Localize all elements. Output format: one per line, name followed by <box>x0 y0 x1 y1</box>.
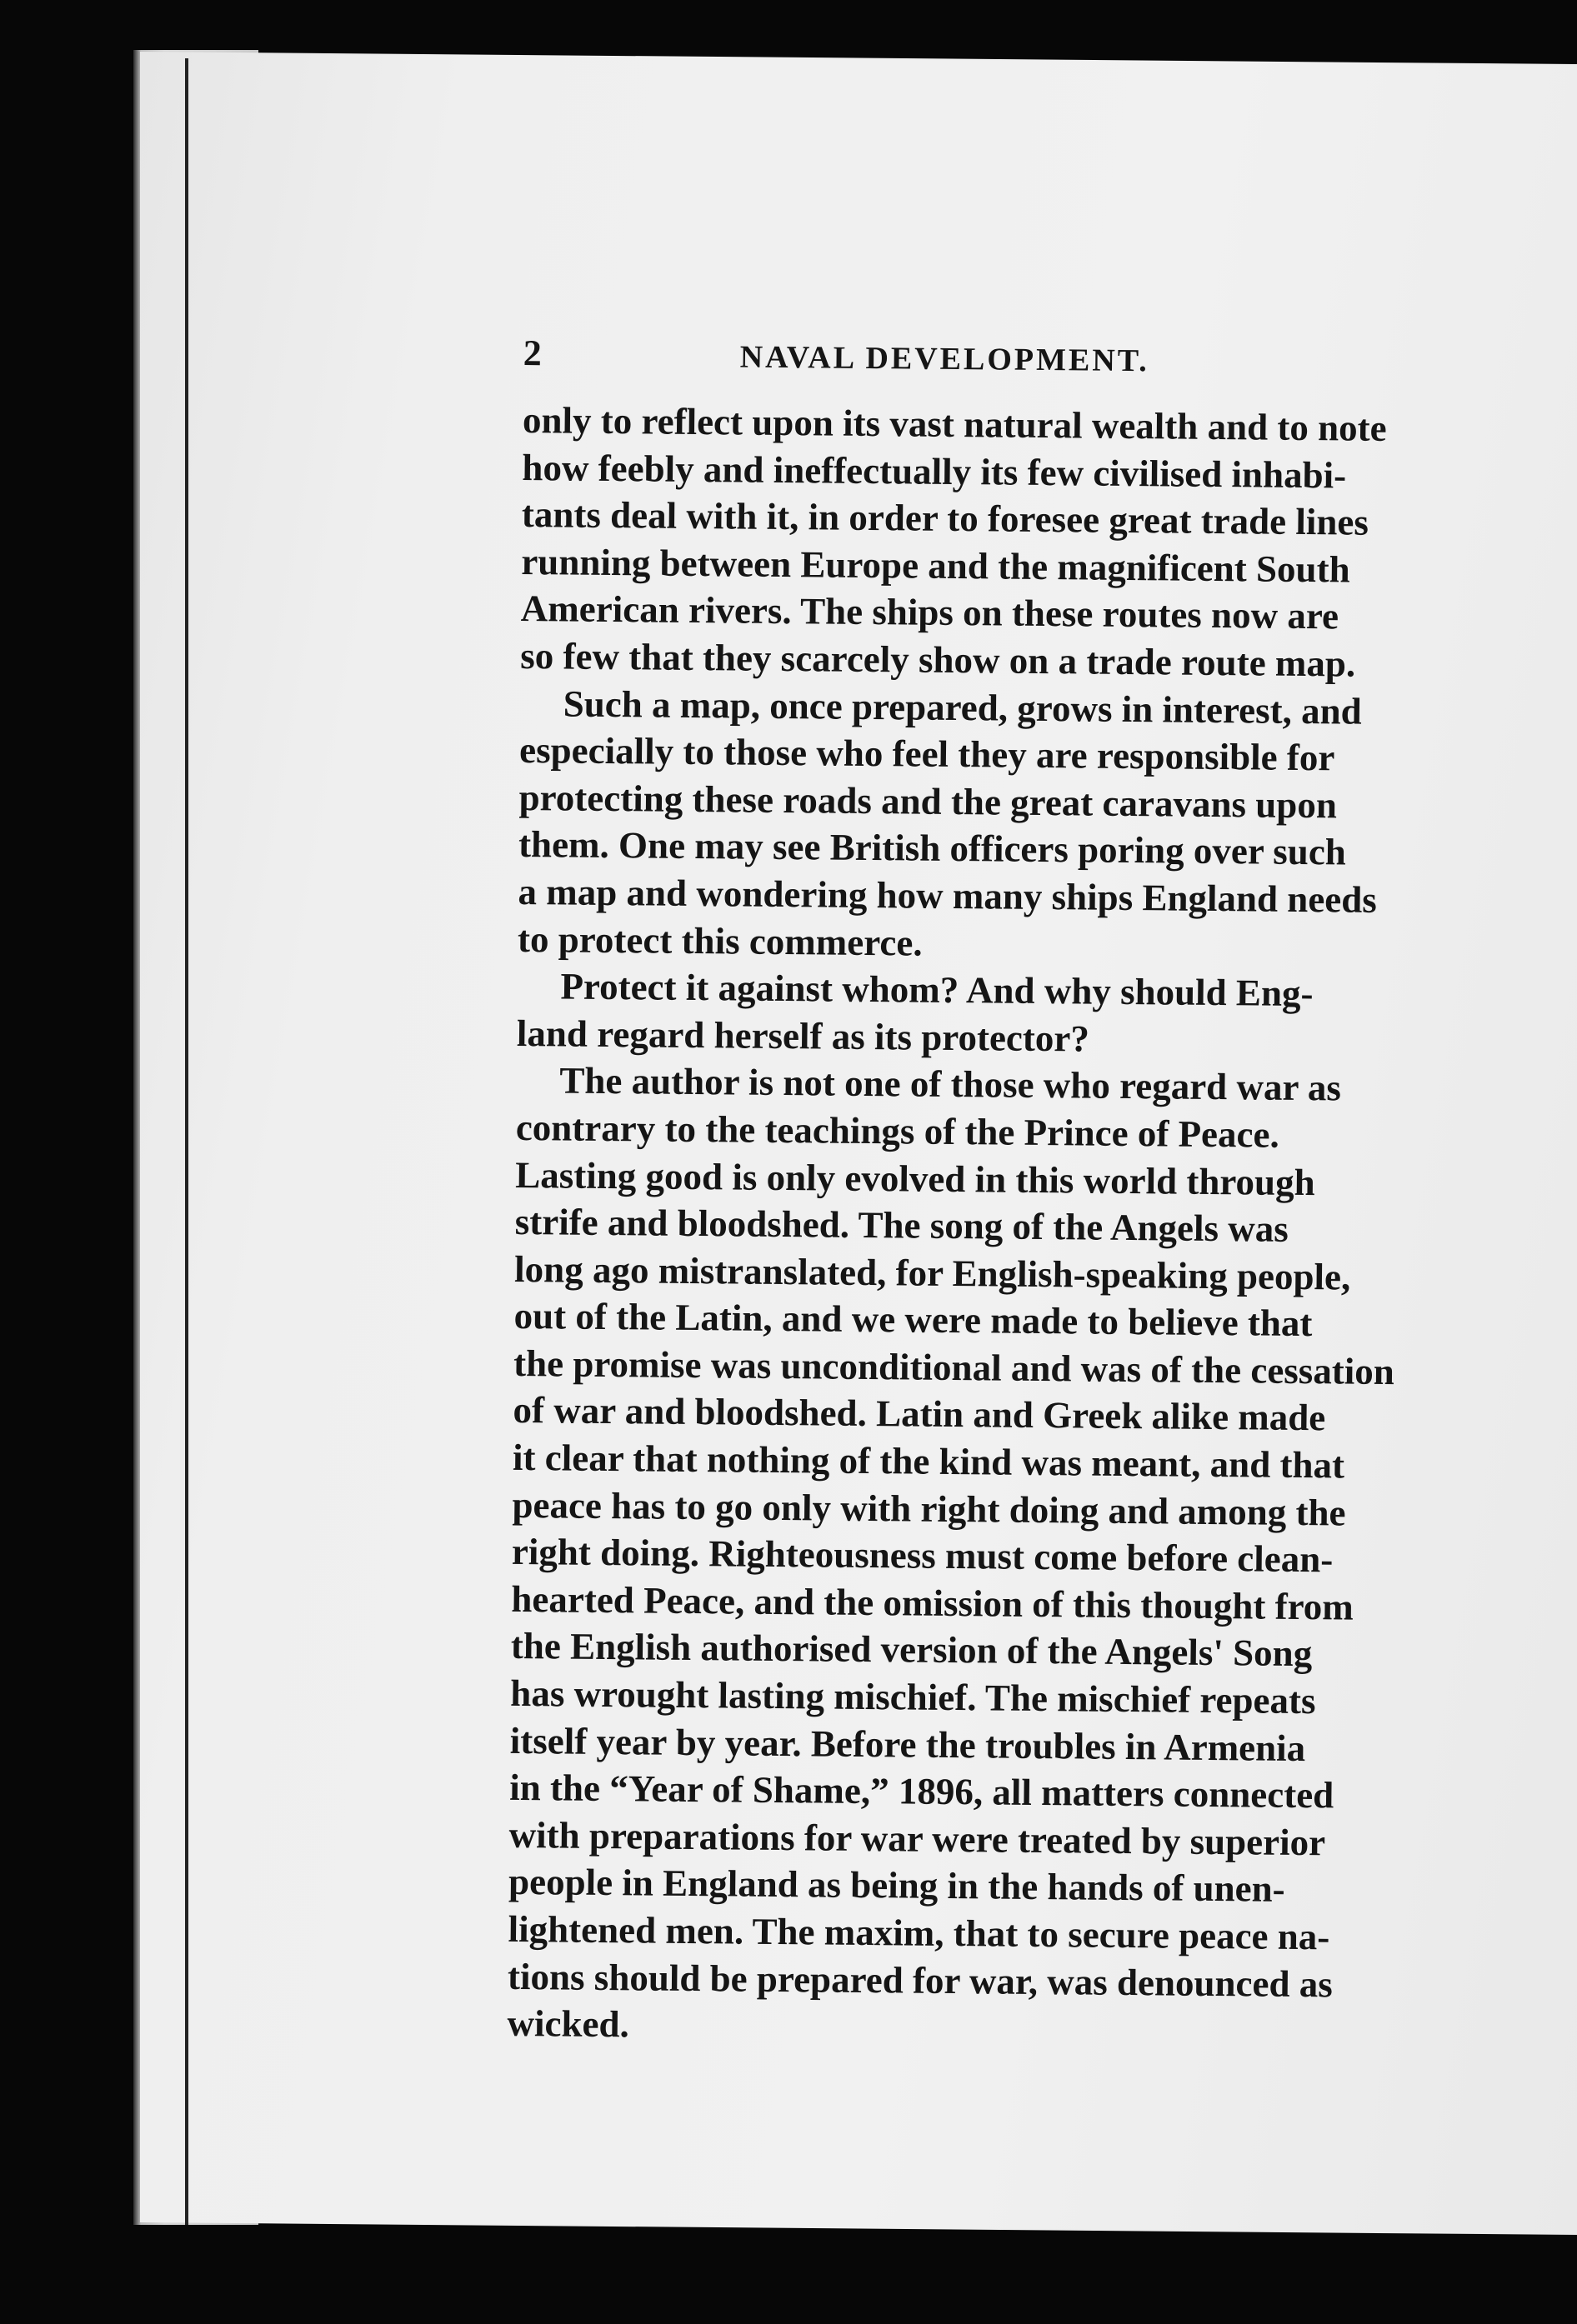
page-number: 2 <box>523 332 544 374</box>
text-line: right doing. Righteousness must come before clean- <box>511 1531 1334 1581</box>
text-line: lightened men. The maxim, that to secure peace na- <box>508 1907 1330 1958</box>
paragraph-1 <box>520 397 1433 688</box>
text-line: The author is not one of those who regard war as <box>559 1059 1342 1109</box>
text-line: of war and bloodshed. Latin and Greek alike made <box>513 1389 1326 1439</box>
text-line: people in England as being in the hands of unen- <box>508 1861 1285 1911</box>
text-line: has wrought lasting mischief. The mischief repeats <box>510 1672 1316 1722</box>
text-line: strife and bloodshed. The song of the Angels was <box>514 1201 1289 1250</box>
page-text-block <box>507 332 1434 2056</box>
paragraph-2 <box>518 680 1430 972</box>
text-line: tions should be prepared for war, was denounced as <box>507 1955 1334 2006</box>
paragraph-4 <box>507 1057 1426 2056</box>
text-line: protecting these roads and the great caravans upon <box>518 776 1338 827</box>
text-line: peace has to go only with right doing and among the <box>512 1483 1346 1534</box>
running-title: NAVAL DEVELOPMENT. <box>739 339 1149 379</box>
text-line: tants deal with it, in order to foresee great trade lines <box>521 493 1369 543</box>
text-line: contrary to the teachings of the Prince of Peace. <box>515 1106 1279 1156</box>
text-line: hearted Peace, and the omission of this thought from <box>511 1577 1354 1628</box>
text-line: Protect it against whom? And why should Eng- <box>560 965 1314 1015</box>
text-line: a map and wondering how many ships England needs <box>518 870 1378 921</box>
text-line: so few that they scarcely show on a trade route map. <box>520 634 1356 685</box>
gutter-edge-line <box>185 58 188 2225</box>
text-line: out of the Latin, and we were made to believe that <box>513 1295 1313 1345</box>
text-line: wicked. <box>507 2002 629 2046</box>
text-line: American rivers. The ships on these routes now are <box>520 587 1339 637</box>
text-line: to protect this commerce. <box>517 917 923 964</box>
text-line: in the “Year of Shame,” 1896, all matters connected <box>508 1767 1334 1817</box>
text-line: land regard herself as its protector? <box>516 1012 1090 1060</box>
text-line: how feebly and ineffectually its few civilised inhabi- <box>522 446 1347 497</box>
text-line: Such a map, once prepared, grows in interest, and <box>563 682 1362 732</box>
text-line: itself year by year. Before the troubles in Armenia <box>509 1719 1306 1769</box>
text-line: long ago mistranslated, for English-speaking people, <box>513 1247 1351 1298</box>
page-header <box>523 332 1434 405</box>
text-line: the English authorised version of the Angels' Song <box>510 1625 1313 1675</box>
text-line: with preparations for war were treated by superior <box>508 1813 1326 1864</box>
text-line: running between Europe and the magnificent South <box>521 540 1350 591</box>
paragraph-3 <box>517 962 1428 1066</box>
text-line: only to reflect upon its vast natural wealth and to note <box>522 398 1387 449</box>
text-line: especially to those who feel they are responsible for <box>518 729 1335 779</box>
text-line: the promise was unconditional and was of the cessation <box>513 1342 1395 1392</box>
text-line: it clear that nothing of the kind was meant, and that <box>512 1437 1345 1487</box>
text-line: them. One may see British officers poring over such <box>518 823 1347 873</box>
text-line: Lasting good is only evolved in this world through <box>515 1153 1315 1203</box>
